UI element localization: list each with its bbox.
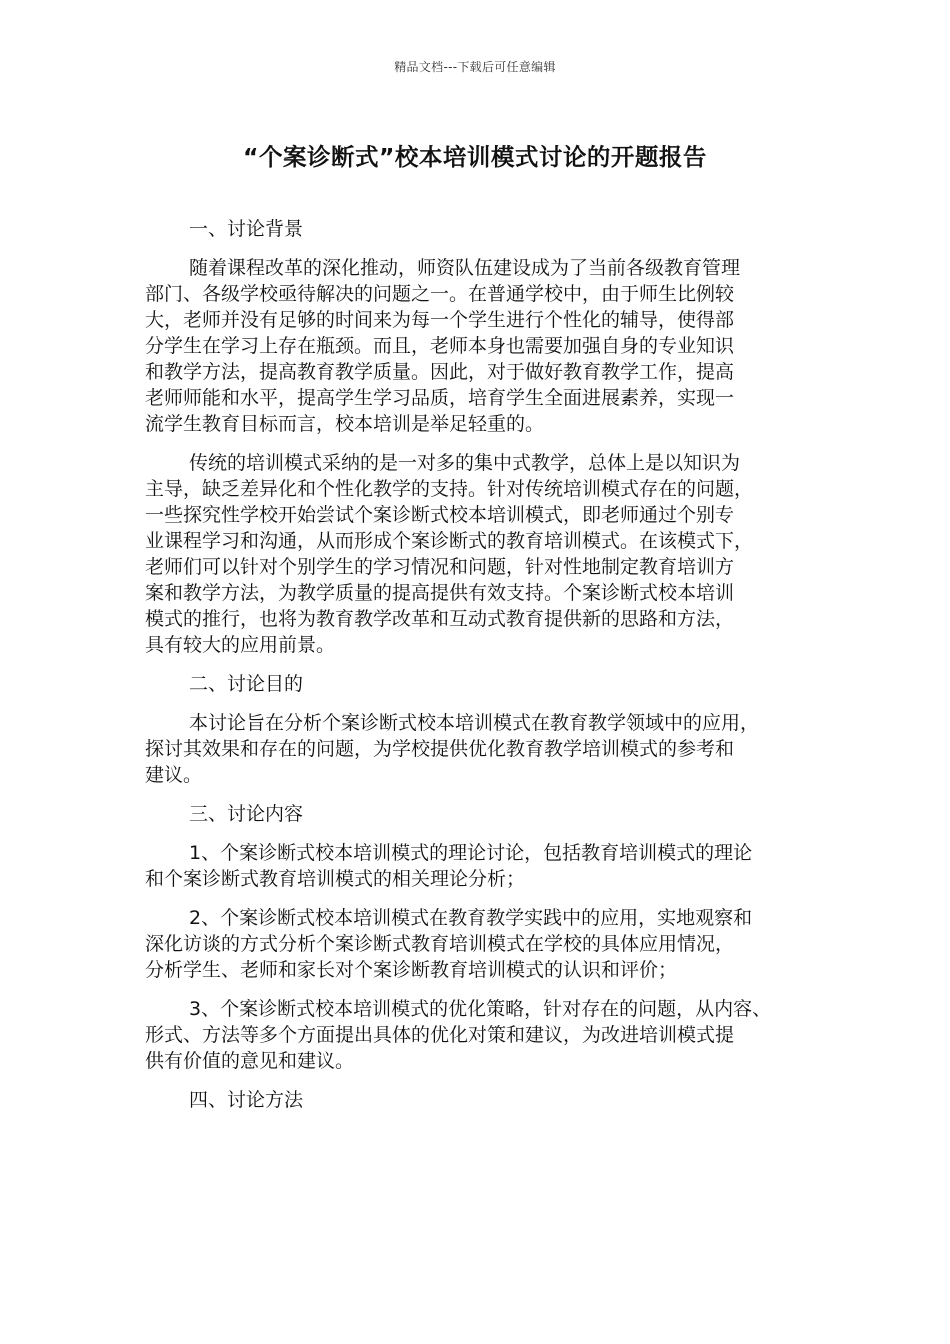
- document-title: “个案诊断式”校本培训模式讨论的开题报告: [243, 143, 707, 171]
- text-line: 形式、方法等多个方面提出具体的优化对策和建议，为改进培训模式提: [145, 1024, 735, 1046]
- paragraph-content-3: [145, 996, 817, 1074]
- text-line: 和教学方法，提高教育教学质量。因此，对于做好教育教学工作，提高: [145, 361, 735, 383]
- text-line: 随着课程改革的深化推动，师资队伍建设成为了当前各级教育管理: [189, 257, 741, 279]
- text-line: 探讨其效果和存在的问题，为学校提供优化教育教学培训模式的参考和: [145, 738, 735, 760]
- text-line: 老师们可以针对个别学生的学习情况和问题，针对性地制定教育培训方: [145, 556, 735, 578]
- text-line: 业课程学习和沟通，从而形成个案诊断式的教育培训模式。在该模式下，: [145, 530, 754, 552]
- text-line: 具有较大的应用前景。: [145, 634, 336, 656]
- section-heading-background: 一、讨论背景: [189, 218, 304, 240]
- text-line: 分学生在学习上存在瓶颈。而且，老师本身也需要加强自身的专业知识: [145, 335, 735, 357]
- text-line: 1、个案诊断式校本培训模式的理论讨论，包括教育培训模式的理论: [189, 842, 753, 864]
- text-line: 主导，缺乏差异化和个性化教学的支持。针对传统培训模式存在的问题，: [145, 478, 754, 500]
- paragraph-content-2: [145, 905, 817, 983]
- text-line: 案和教学方法，为教学质量的提高提供有效支持。个案诊断式校本培训: [145, 582, 735, 604]
- text-line: 建议。: [145, 764, 203, 786]
- text-line: 一些探究性学校开始尝试个案诊断式校本培训模式，即老师通过个别专: [145, 504, 735, 526]
- text-line: 老师师能和水平，提高学生学习品质，培育学生全面进展素养，实现一: [145, 387, 735, 409]
- text-line: 深化访谈的方式分析个案诊断式教育培训模式在学校的具体应用情况，: [145, 933, 735, 955]
- text-line: 供有价值的意见和建议。: [145, 1050, 355, 1072]
- text-line: 和个案诊断式教育培训模式的相关理论分析；: [145, 868, 526, 890]
- text-line: 本讨论旨在分析个案诊断式校本培训模式在教育教学领域中的应用，: [189, 712, 760, 734]
- text-line: 部门、各级学校亟待解决的问题之一。在普通学校中，由于师生比例较: [145, 283, 735, 305]
- text-line: 传统的培训模式采纳的是一对多的集中式教学，总体上是以知识为: [189, 452, 741, 474]
- document-body: [145, 216, 817, 1126]
- paragraph-purpose: [145, 710, 817, 788]
- text-line: 模式的推行，也将为教育教学改革和互动式教育提供新的思路和方法，: [145, 608, 735, 630]
- section-heading-method: 四、讨论方法: [189, 1089, 304, 1111]
- paragraph-content-1: [145, 840, 817, 892]
- text-line: 大，老师并没有足够的时间来为每一个学生进行个性化的辅导，使得部: [145, 309, 735, 331]
- text-line: 分析学生、老师和家长对个案诊断教育培训模式的认识和评价；: [145, 959, 678, 981]
- header-note: 精品文档---下载后可任意编辑: [394, 60, 556, 74]
- text-line: 流学生教育目标而言，校本培训是举足轻重的。: [145, 413, 545, 435]
- text-line: 3、个案诊断式校本培训模式的优化策略，针对存在的问题，从内容、: [189, 998, 772, 1020]
- section-heading-content: 三、讨论内容: [189, 803, 304, 825]
- paragraph-background-2: [145, 450, 817, 658]
- text-line: 2、个案诊断式校本培训模式在教育教学实践中的应用，实地观察和: [189, 907, 753, 929]
- paragraph-background-1: [145, 255, 817, 437]
- section-heading-purpose: 二、讨论目的: [189, 673, 304, 695]
